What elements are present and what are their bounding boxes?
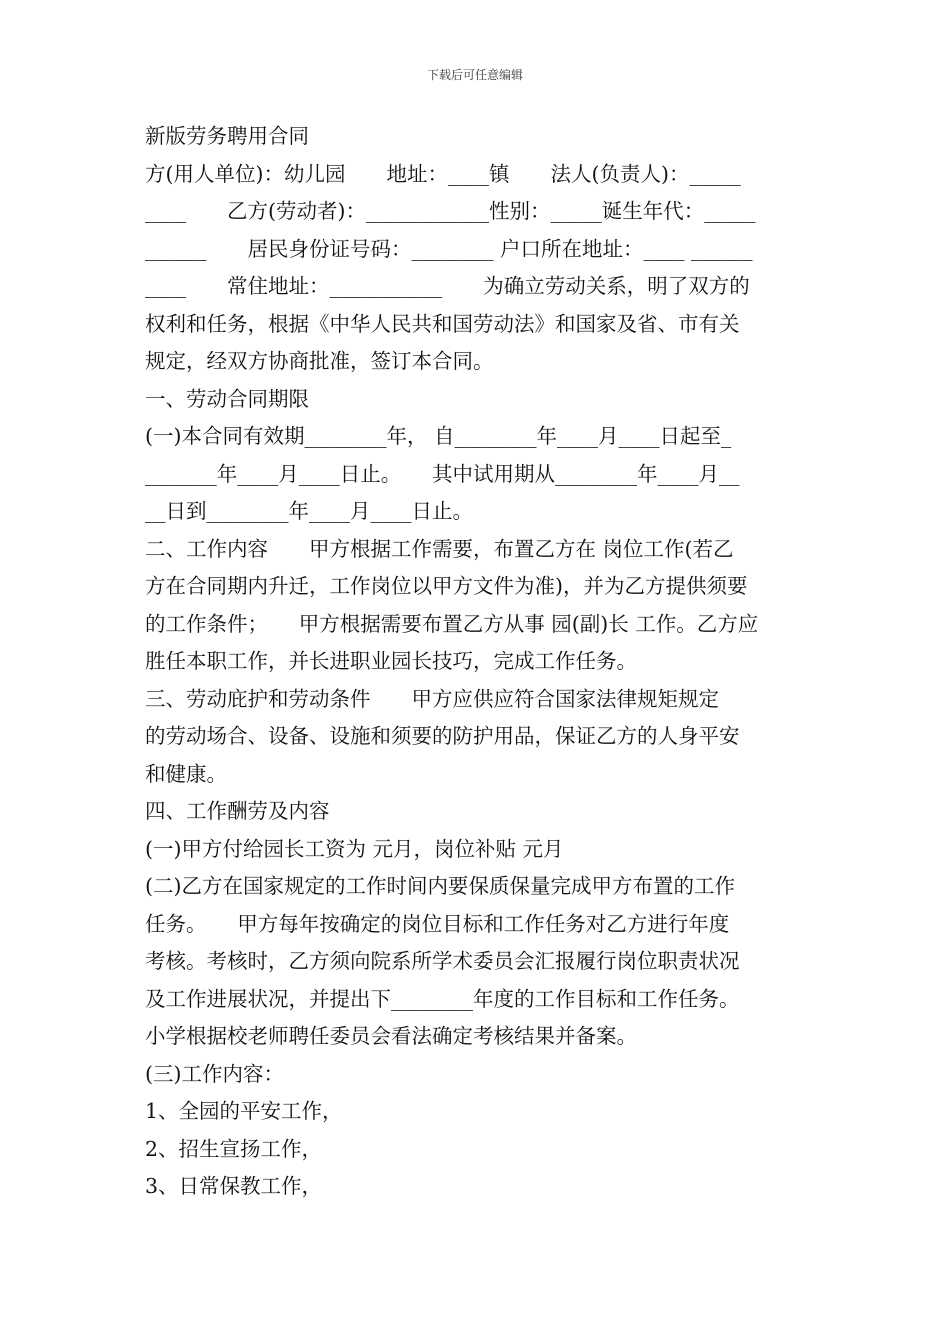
text-line: 小学根据校老师聘任委员会看法确定考核结果并备案。 bbox=[145, 1024, 637, 1048]
text-line: 及工作进展状况，并提出下________年度的工作目标和工作任务。 bbox=[145, 986, 740, 1011]
text-line: ____ 常住地址：___________ 为确立劳动关系，明了双方的 bbox=[145, 274, 750, 298]
text-line: 和健康。 bbox=[145, 761, 227, 786]
text-line: (一)本合同有效期________年， 自________年____月____日起至_ bbox=[145, 424, 732, 448]
page-header-note: 下载后可任意编辑 bbox=[426, 68, 523, 82]
text-line: ____ 乙方(劳动者)：____________性别：_____诞生年代：_____ bbox=[145, 199, 756, 223]
text-line: 考核。考核时，乙方须向院系所学术委员会汇报履行岗位职责状况 bbox=[145, 949, 740, 973]
document-title: 新版劳务聘用合同 bbox=[145, 124, 309, 148]
text-line: 的工作条件； 甲方根据需要布置乙方从事 园(副)长 工作。乙方应 bbox=[145, 611, 759, 636]
text-line: 方(用人单位)：幼儿园 地址：____镇 法人(负责人)：_____ bbox=[145, 161, 741, 186]
text-line: __日到________年____月____日止。 bbox=[145, 499, 473, 523]
text-line: 任务。 甲方每年按确定的岗位目标和工作任务对乙方进行年度 bbox=[145, 911, 730, 936]
section-heading: 四、工作酬劳及内容 bbox=[145, 799, 330, 823]
text-line: ______ 居民身份证号码：________ 户口所在地址：____ ______ bbox=[145, 236, 753, 261]
list-item: 1、全园的平安工作， bbox=[145, 1099, 343, 1123]
text-line: 规定，经双方协商批准，签订本合同。 bbox=[145, 349, 494, 373]
text-line: 方在合同期内升迁，工作岗位以甲方文件为准)，并为乙方提供须要 bbox=[145, 574, 748, 598]
section-heading: 二、工作内容 甲方根据工作需要，布置乙方在 岗位工作(若乙 bbox=[145, 536, 734, 561]
text-line: (一)甲方付给园长工资为 元月，岗位补贴 元月 bbox=[145, 836, 564, 861]
text-line: 胜任本职工作，并长进职业园长技巧，完成工作任务。 bbox=[145, 649, 637, 673]
text-line: 的劳动场合、设备、设施和须要的防护用品，保证乙方的人身平安 bbox=[145, 724, 740, 748]
subsection-heading: (三)工作内容： bbox=[145, 1061, 284, 1086]
contract-body bbox=[145, 118, 810, 1206]
text-line: 权利和任务，根据《中华人民共和国劳动法》和国家及省、市有关 bbox=[145, 311, 740, 336]
list-item: 3、日常保教工作， bbox=[145, 1174, 323, 1198]
section-heading: 一、劳动合同期限 bbox=[145, 386, 309, 411]
list-item: 2、招生宣扬工作， bbox=[145, 1136, 323, 1161]
text-line: _______年____月____日止。 其中试用期从________年____月__ bbox=[145, 461, 740, 486]
text-line: (二)乙方在国家规定的工作时间内要保质保量完成甲方布置的工作 bbox=[145, 874, 735, 898]
section-heading: 三、劳动庇护和劳动条件 甲方应供应符合国家法律规矩规定 bbox=[145, 686, 719, 711]
